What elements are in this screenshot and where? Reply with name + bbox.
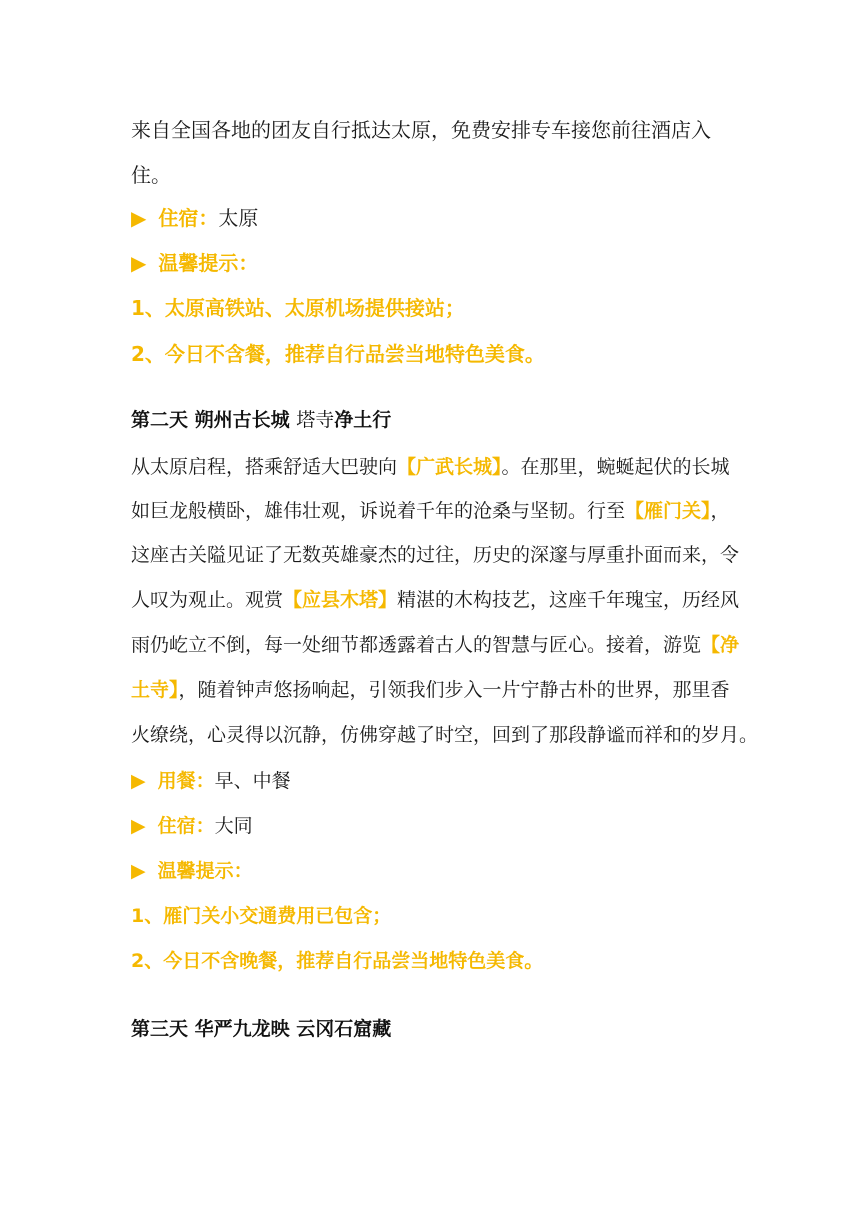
meal-value: 早、中餐 bbox=[214, 770, 291, 792]
intro-line-2: 住。 bbox=[131, 163, 171, 187]
highlight-jingtu-temple-b: 土寺】 bbox=[131, 679, 179, 701]
day2-paragraph-line-5: 雨仍屹立不倒，每一处细节都透露着古人的智慧与匠心。接着，游览【净 bbox=[131, 634, 740, 656]
day2-tip-1: 1、雁门关小交通费用已包含； bbox=[131, 905, 392, 927]
day1-tip-2: 2、今日不含餐，推荐自行品尝当地特色美食。 bbox=[131, 342, 545, 366]
triangle-icon: ▶ bbox=[131, 251, 147, 275]
day2-paragraph-line-1: 从太原启程，搭乘舒适大巴驶向【广武长城】。在那里，蜿蜒起伏的长城 bbox=[131, 456, 730, 478]
day2-tip-2: 2、今日不含晚餐，推荐自行品尝当地特色美食。 bbox=[131, 950, 544, 972]
tips-label: 温馨提示： bbox=[157, 860, 253, 882]
day2-meal bbox=[131, 766, 291, 796]
day2-tips-label bbox=[131, 856, 253, 886]
day1-tip-1: 1、太原高铁站、太原机场提供接站； bbox=[131, 296, 465, 320]
triangle-icon: ▶ bbox=[131, 860, 146, 882]
triangle-icon: ▶ bbox=[131, 770, 146, 792]
stay-label: 住宿： bbox=[158, 206, 219, 230]
day2-heading: 第二天 朔州古长城 塔寺净土行 bbox=[131, 409, 392, 431]
stay-value: 大同 bbox=[214, 815, 253, 837]
tips-label: 温馨提示： bbox=[158, 251, 259, 275]
meal-label: 用餐： bbox=[157, 770, 215, 792]
highlight-jingtu-temple-a: 【净 bbox=[701, 634, 740, 656]
day1-tips-label bbox=[131, 248, 258, 278]
highlight-guangwu-great-wall: 【广武长城】 bbox=[397, 456, 502, 478]
highlight-yingxian-wooden-pagoda: 【应县木塔】 bbox=[283, 589, 398, 611]
day2-paragraph-line-2: 如巨龙般横卧，雄伟壮观，诉说着千年的沧桑与坚韧。行至【雁门关】， bbox=[131, 500, 730, 522]
day2-paragraph-line-3: 这座古关隘见证了无数英雄豪杰的过往，历史的深邃与厚重扑面而来，令 bbox=[131, 544, 740, 566]
highlight-yanmen-pass: 【雁门关】 bbox=[625, 500, 711, 522]
day2-paragraph-line-7: 火缭绕，心灵得以沉静，仿佛穿越了时空，回到了那段静谧而祥和的岁月。 bbox=[131, 724, 759, 746]
intro-line-1: 来自全国各地的团友自行抵达太原，免费安排专车接您前往酒店入 bbox=[131, 118, 711, 142]
triangle-icon: ▶ bbox=[131, 206, 147, 230]
day3-heading: 第三天 华严九龙映 云冈石窟藏 bbox=[131, 1018, 392, 1040]
day2-paragraph-line-6: 土寺】，随着钟声悠扬响起，引领我们步入一片宁静古朴的世界，那里香 bbox=[131, 679, 730, 701]
stay-label: 住宿： bbox=[157, 815, 215, 837]
day1-stay bbox=[131, 203, 258, 233]
triangle-icon: ▶ bbox=[131, 815, 146, 837]
day2-paragraph-line-4: 人叹为观止。观赏【应县木塔】精湛的木构技艺，这座千年瑰宝，历经风 bbox=[131, 589, 740, 611]
day2-stay bbox=[131, 811, 253, 841]
stay-value: 太原 bbox=[218, 206, 259, 230]
